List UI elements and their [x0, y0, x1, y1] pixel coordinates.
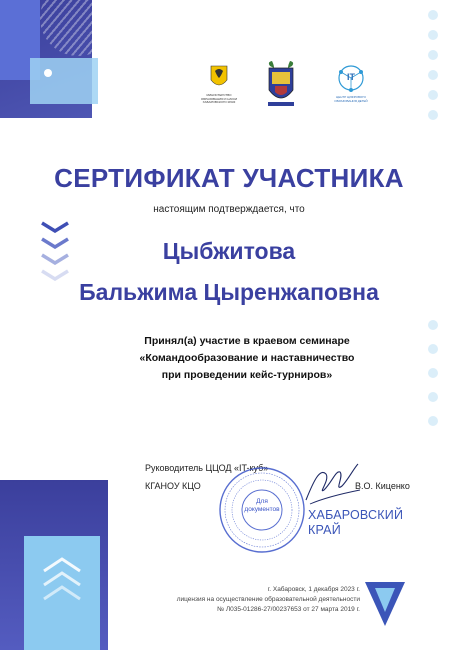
it-cube-logo: IT ЦЕНТР ЦИФРОВОГО ОБРАЗОВАНИЯ ДЕТЕЙ [326, 64, 376, 108]
footer-date: г. Хабаровск, 1 декабря 2023 г. [267, 586, 360, 593]
signatory-name: В.О. Киценко [355, 481, 410, 491]
signatory-position-line-2: КГАНОУ КЦО [145, 481, 201, 491]
participation-statement [0, 333, 458, 384]
top-left-dot [44, 69, 52, 77]
stamp-center-line-1: Для [256, 498, 268, 505]
chevron-up-icon [40, 553, 84, 613]
top-left-light-block [30, 58, 98, 104]
education-center-emblem [264, 60, 298, 110]
footer-license-number: № Л035-01286-27/00237653 от 27 марта 2019 г. [217, 606, 360, 613]
education-center-emblem-icon [264, 60, 298, 110]
stamp-center-line-2: документов [244, 506, 280, 513]
recipient-surname: Цыбжитова [162, 238, 296, 264]
participation-line-1: Принял(а) участие в краевом семинаре [144, 335, 350, 347]
participation-line-3: при проведении кейс-турниров» [161, 369, 333, 381]
certificate-title: СЕРТИФИКАТ УЧАСТНИКА [54, 163, 404, 193]
confirmation-text: настоящим подтверждается, что [153, 204, 305, 215]
chevron-down-icon [40, 221, 70, 233]
participation-line-2: «Командообразование и наставничество [139, 352, 355, 364]
region-brand-line-1: ХАБАРОВСКИЙ [308, 508, 404, 522]
signatory-position-line-1: Руководитель ЦЦОД «IT-куб» [145, 463, 269, 473]
footer-info [130, 585, 360, 615]
handwritten-signature [300, 460, 362, 512]
stamp-center-text [240, 498, 284, 514]
khabarovsk-coat-of-arms-icon [209, 64, 229, 90]
region-brand-line-2: КРАЙ [308, 523, 341, 537]
footer-license-line: лицензия на осуществление образовательной деятельности [176, 596, 360, 603]
it-cube-label: IT [347, 72, 355, 82]
triangle-logo-icon [363, 578, 407, 630]
region-brand [308, 508, 403, 538]
recipient-given-names: Бальжима Цыренжаповна [79, 279, 379, 305]
ministry-logo: МИНИСТЕРСТВО ОБРАЗОВАНИЯ И НАУКИ ХАБАРОВСКОГО КРАЯ [196, 64, 242, 106]
